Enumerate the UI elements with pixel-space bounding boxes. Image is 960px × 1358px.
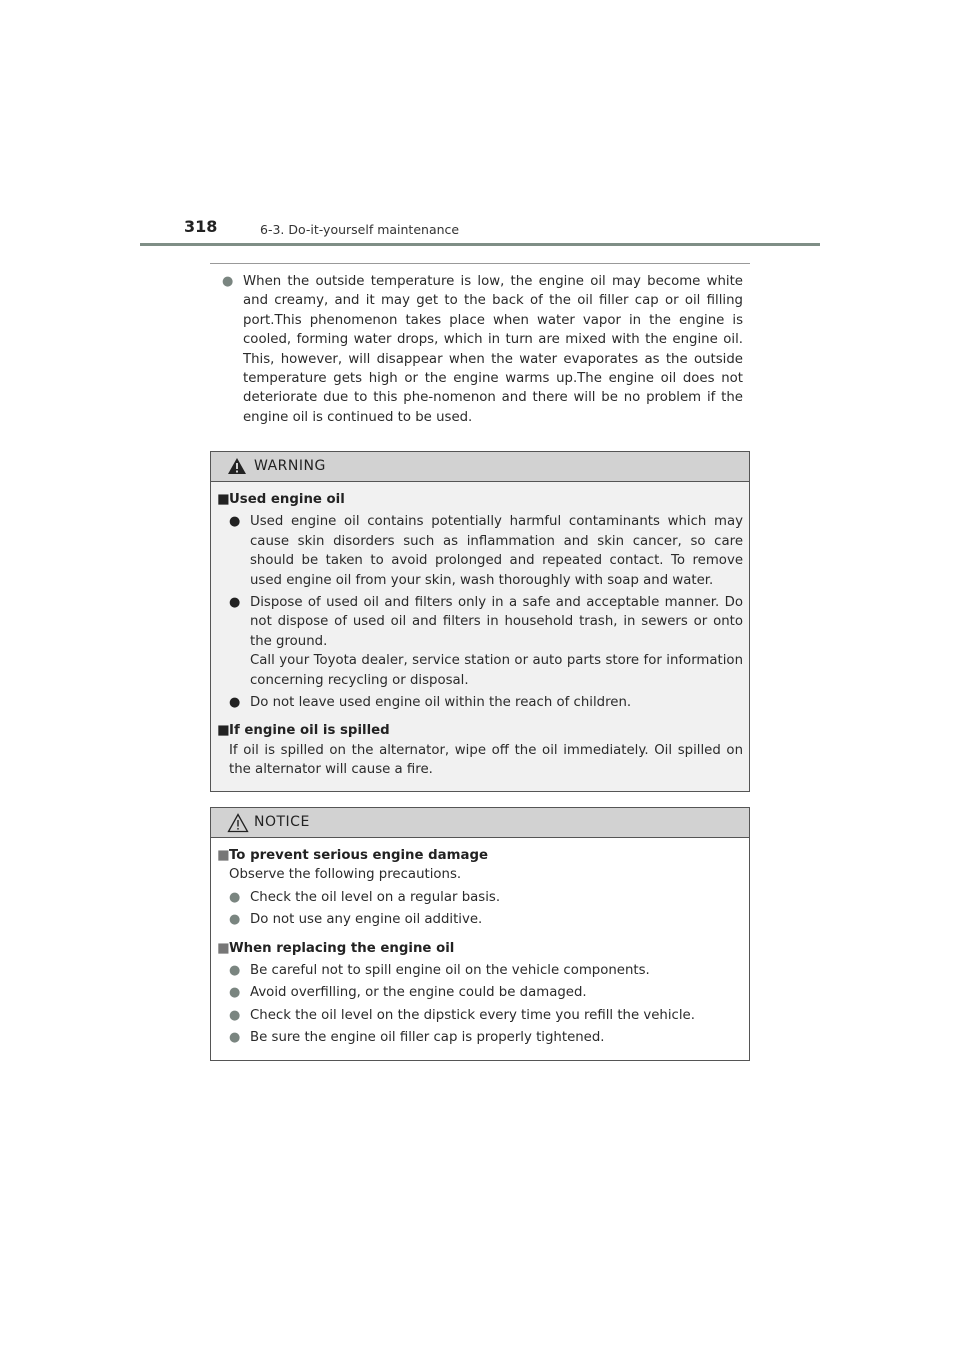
bullet-dot-icon: ● (229, 514, 241, 530)
notice-box (210, 807, 750, 1061)
intro-divider (210, 263, 750, 264)
list-item (229, 593, 743, 690)
list-item (229, 1006, 743, 1025)
notice-heading-replacing (217, 939, 743, 958)
square-marker-icon: ■ (217, 723, 230, 739)
bullet-dot-icon: ● (229, 963, 241, 979)
header-divider (140, 243, 820, 246)
heading-text: If engine oil is spilled (229, 723, 390, 739)
notice-title: NOTICE (254, 814, 310, 830)
list-item (229, 1028, 743, 1047)
page-header (140, 212, 820, 246)
square-marker-icon: ■ (217, 848, 230, 863)
heading-text: To prevent serious engine damage (229, 848, 489, 863)
bullet-text: Dispose of used oil and filters only in a safe and acceptable manner. Do not dispose of used oil and filters in household trash, in sewers or onto the ground. (250, 595, 743, 649)
bullet-dot-icon: ● (229, 985, 241, 1001)
warning-heading-used-oil (217, 490, 743, 509)
notice-heading-prevent (217, 846, 743, 865)
warning-triangle-icon (227, 457, 247, 479)
intro-note (222, 272, 743, 430)
square-marker-icon: ■ (217, 492, 230, 507)
bullet-text: Be sure the engine oil filler cap is properly tightened. (250, 1030, 605, 1046)
square-marker-icon: ■ (217, 940, 230, 956)
list-item (229, 983, 743, 1002)
bullet-text: Check the oil level on the dipstick every time you refill the vehicle. (250, 1007, 695, 1023)
list-item (229, 961, 743, 980)
bullet-dot-icon: ● (229, 889, 241, 905)
notice-header (211, 808, 749, 838)
bullet-dot-icon: ● (229, 912, 241, 928)
bullet-text: Do not leave used engine oil within the reach of children. (250, 695, 632, 711)
bullet-text-continued: Call your Toyota dealer, service station or auto parts store for information concerning recycling or disposal. (250, 653, 743, 688)
bullet-text: Check the oil level on a regular basis. (250, 889, 501, 905)
section-title: 6-3. Do-it-yourself maintenance (260, 222, 460, 237)
notice-triangle-icon (227, 813, 249, 837)
notice-body (211, 838, 749, 1048)
warning-box (210, 451, 750, 792)
bullet-dot-icon: ● (229, 595, 241, 611)
warning-header (211, 452, 749, 482)
bullet-text: Be careful not to spill engine oil on the vehicle components. (250, 963, 650, 979)
bullet-text: Avoid overfilling, or the engine could be damaged. (250, 985, 587, 1001)
heading-text: When replacing the engine oil (229, 940, 455, 956)
list-item (229, 693, 743, 712)
warning-title: WARNING (254, 458, 326, 474)
intro-bullet (222, 272, 743, 427)
warning-paragraph: If oil is spilled on the alternator, wipe off the oil immediately. Oil spilled on the alternator will cause a fire. (229, 742, 743, 778)
warning-body (211, 482, 749, 780)
warning-heading-spilled (217, 721, 743, 740)
intro-text: When the outside temperature is low, the engine oil may become white and creamy, and it may get to the back of the oil filler cap or oil filling port.This phenomenon takes place when water vapor in the engine is cooled, forming water drops, which in turn are mixed with the engine oil. This, however, will disappear when the water evaporates as the outside temperature gets high or the engine warms up.The engine oil does not deteriorate due to this phe-nomenon and there will be no problem if the engine oil is continued to be used. (243, 274, 743, 425)
bullet-text: Do not use any engine oil additive. (250, 912, 483, 928)
list-item (229, 888, 743, 907)
bullet-dot-icon: ● (229, 1007, 241, 1023)
bullet-text: Used engine oil contains potentially harmful contaminants which may cause skin disorders such as inflammation and skin cancer, so care should be taken to avoid prolonged and repeated contact. To remove used engine oil from your skin, wash thoroughly with soap and water. (250, 514, 743, 588)
bullet-dot-icon: ● (229, 1030, 241, 1046)
bullet-dot-icon: ● (229, 695, 241, 711)
heading-text: Used engine oil (229, 492, 345, 507)
notice-paragraph: Observe the following precautions. (229, 867, 462, 883)
list-item (229, 910, 743, 929)
list-item (229, 512, 743, 590)
bullet-dot-icon: ● (222, 274, 234, 289)
page-number: 318 (184, 217, 218, 236)
